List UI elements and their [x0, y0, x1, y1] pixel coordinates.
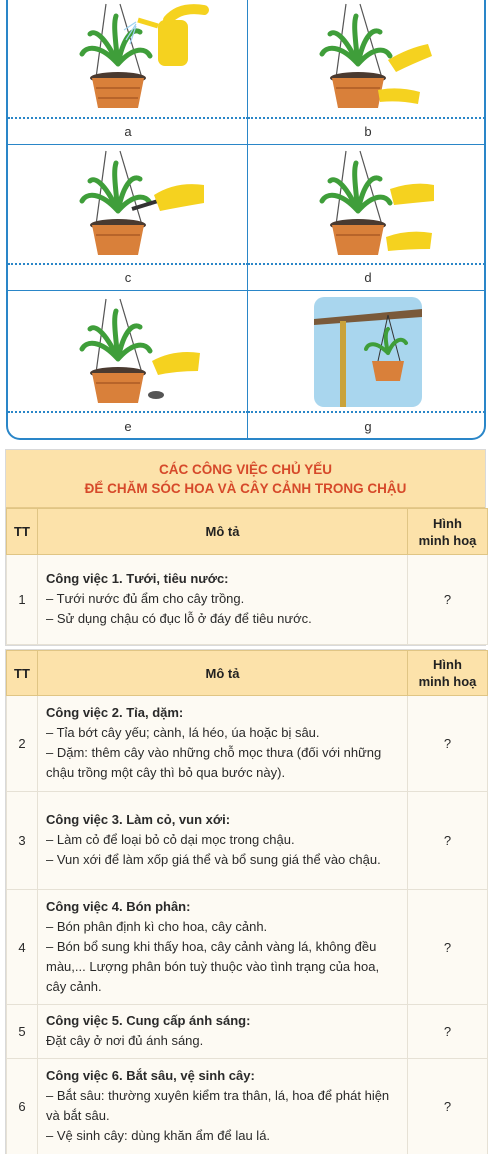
table-row: [7, 555, 488, 645]
figure-cell-c: [8, 145, 248, 290]
weeding-plant-illustration: [8, 145, 248, 257]
care-tasks-table-1: [5, 449, 486, 646]
header-tt: TT: [7, 509, 38, 555]
header-illustration: Hình minh hoạ: [408, 651, 488, 696]
figure-label: b: [364, 124, 372, 139]
figure-cell-d: [248, 145, 486, 290]
watering-plant-illustration: [8, 0, 248, 112]
pruning-plant-illustration: [248, 0, 486, 112]
row-description: Công việc 5. Cung cấp ánh sáng: Đặt cây ở nơi đủ ánh sáng.: [38, 1005, 408, 1059]
row-number: 1: [7, 555, 38, 645]
figure-cell-b: [248, 0, 486, 144]
figure-label: a: [124, 124, 132, 139]
care-tasks-table-2: [5, 649, 486, 1154]
row-number: 4: [7, 890, 38, 1005]
row-description: Công việc 3. Làm cỏ, vun xới: – Làm cỏ để loại bỏ cỏ dại mọc trong chậu. – Vun xới để làm xốp giá thể và bổ sung giá thể vào chậu.: [38, 792, 408, 890]
header-description: Mô tả: [38, 651, 408, 696]
row-number: 2: [7, 696, 38, 792]
row-illustration-placeholder: ?: [408, 555, 488, 645]
illustration-grid: [6, 0, 486, 440]
table-title-line-2: ĐỂ CHĂM SÓC HOA VÀ CÂY CẢNH TRONG CHẬU: [84, 481, 407, 496]
figure-cell-a: [8, 0, 248, 144]
row-number: 5: [7, 1005, 38, 1059]
table-header-row: [7, 509, 488, 555]
fertilizing-plant-illustration: [248, 145, 486, 257]
table-header-row: [7, 651, 488, 696]
table-row: [7, 1005, 488, 1059]
row-number: 3: [7, 792, 38, 890]
row-illustration-placeholder: ?: [408, 792, 488, 890]
header-illustration: Hình minh hoạ: [408, 509, 488, 555]
row-description: Công việc 1. Tưới, tiêu nước: – Tưới nước đủ ẩm cho cây trồng. – Sử dụng chậu có đục lỗ ở đáy để tiêu nước.: [38, 555, 408, 645]
table-title: [6, 450, 485, 508]
row-illustration-placeholder: ?: [408, 696, 488, 792]
row-illustration-placeholder: ?: [408, 1005, 488, 1059]
row-illustration-placeholder: ?: [408, 890, 488, 1005]
row-description: Công việc 4. Bón phân: – Bón phân định kì cho hoa, cây cảnh. – Bón bổ sung khi thấy hoa, cây cảnh vàng lá, không đều màu,... Lượng phân bón tuỳ thuộc vào tình trạng của hoa, cây cảnh.: [38, 890, 408, 1005]
figure-label: e: [124, 419, 132, 434]
table-row: [7, 890, 488, 1005]
row-description: Công việc 6. Bắt sâu, vệ sinh cây: – Bắt sâu: thường xuyên kiểm tra thân, lá, hoa để phát hiện và bắt sâu. – Vệ sinh cây: dùng khăn ẩm để lau lá.: [38, 1059, 408, 1154]
pest-removal-illustration: [8, 291, 248, 407]
table-title-line-1: CÁC CÔNG VIỆC CHỦ YẾU: [158, 462, 333, 477]
table-row: [7, 1059, 488, 1154]
table-row: [7, 696, 488, 792]
figure-label: c: [124, 270, 132, 285]
figure-label: g: [364, 419, 372, 434]
header-description: Mô tả: [38, 509, 408, 555]
table-row: [7, 792, 488, 890]
figure-cell-e: [8, 291, 248, 440]
light-supply-illustration: [248, 291, 486, 407]
figure-cell-g: [248, 291, 486, 440]
row-illustration-placeholder: ?: [408, 1059, 488, 1154]
row-number: 6: [7, 1059, 38, 1154]
header-tt: TT: [7, 651, 38, 696]
figure-label: d: [364, 270, 372, 285]
row-description: Công việc 2. Tỉa, dặm: – Tỉa bớt cây yếu; cành, lá héo, úa hoặc bị sâu. – Dặm: thêm cây vào những chỗ mọc thưa (đối với những chậu trồng một cây thì bỏ qua bước này).: [38, 696, 408, 792]
